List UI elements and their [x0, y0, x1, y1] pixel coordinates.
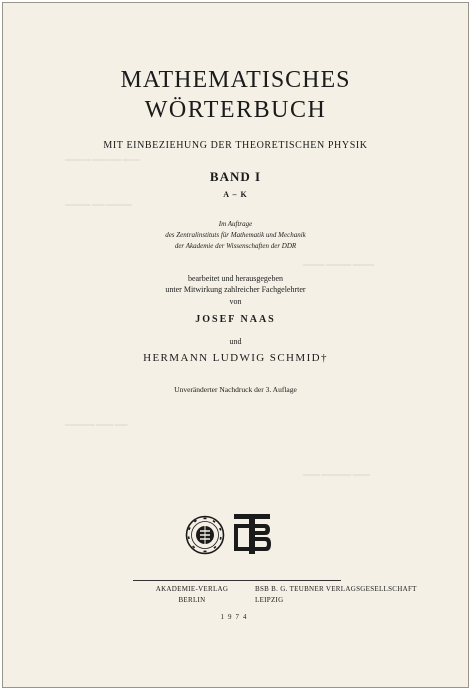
- volume-range: A – K: [223, 190, 248, 199]
- publisher-right-name: BSB B. G. TEUBNER VERLAGSGESELLSCHAFT: [255, 585, 417, 593]
- title-line-1: MATHEMATISCHES: [120, 67, 351, 93]
- publication-year: 1974: [220, 613, 251, 621]
- title-line-2: WÖRTERBUCH: [144, 97, 327, 123]
- publisher-right-city: LEIPZIG: [255, 596, 284, 604]
- editors-und: und: [229, 337, 242, 346]
- editors-von: von: [229, 297, 242, 306]
- bleed-through-text: ══════ ═══ ══════: [65, 203, 132, 209]
- editors-line-2: unter Mitwirkung zahlreicher Fachgelehrter: [165, 285, 306, 294]
- commission-line-3: der Akademie der Wissenschaften der DDR: [174, 242, 297, 250]
- bleed-through-text: ═════ ══════ ═════: [303, 263, 375, 269]
- publisher-left-city: BERLIN: [178, 596, 206, 604]
- bleed-through-text: ══════ ═══════ ════: [65, 158, 141, 164]
- seal-logo-icon: [185, 515, 225, 555]
- title-page: [2, 2, 469, 688]
- editors-line-1: bearbeitet und herausgegeben: [187, 274, 284, 283]
- publisher-logos: [3, 511, 468, 557]
- publisher-left-name: AKADEMIE-VERLAG: [155, 585, 229, 593]
- bleed-through-text: ════ ═══════ ════: [303, 473, 370, 479]
- edition-note: Unveränderter Nachdruck der 3. Auflage: [174, 385, 297, 394]
- bleed-through-text: ═══════ ════ ═══: [65, 423, 128, 429]
- publisher-divider: [133, 580, 341, 581]
- commission-line-1: Im Auftrage: [218, 220, 253, 228]
- subtitle: MIT EINBEZIEHUNG DER THEORETISCHEN PHYSIK: [103, 140, 368, 151]
- author-josef-naas: JOSEF NAAS: [195, 314, 276, 325]
- author-hermann-schmid: HERMANN LUDWIG SCHMID†: [143, 352, 328, 364]
- tb-monogram-logo-icon: [232, 512, 272, 556]
- volume-label: BAND I: [209, 169, 262, 184]
- commission-line-2: des Zentralinstituts für Mathematik und Mechanik: [165, 231, 306, 239]
